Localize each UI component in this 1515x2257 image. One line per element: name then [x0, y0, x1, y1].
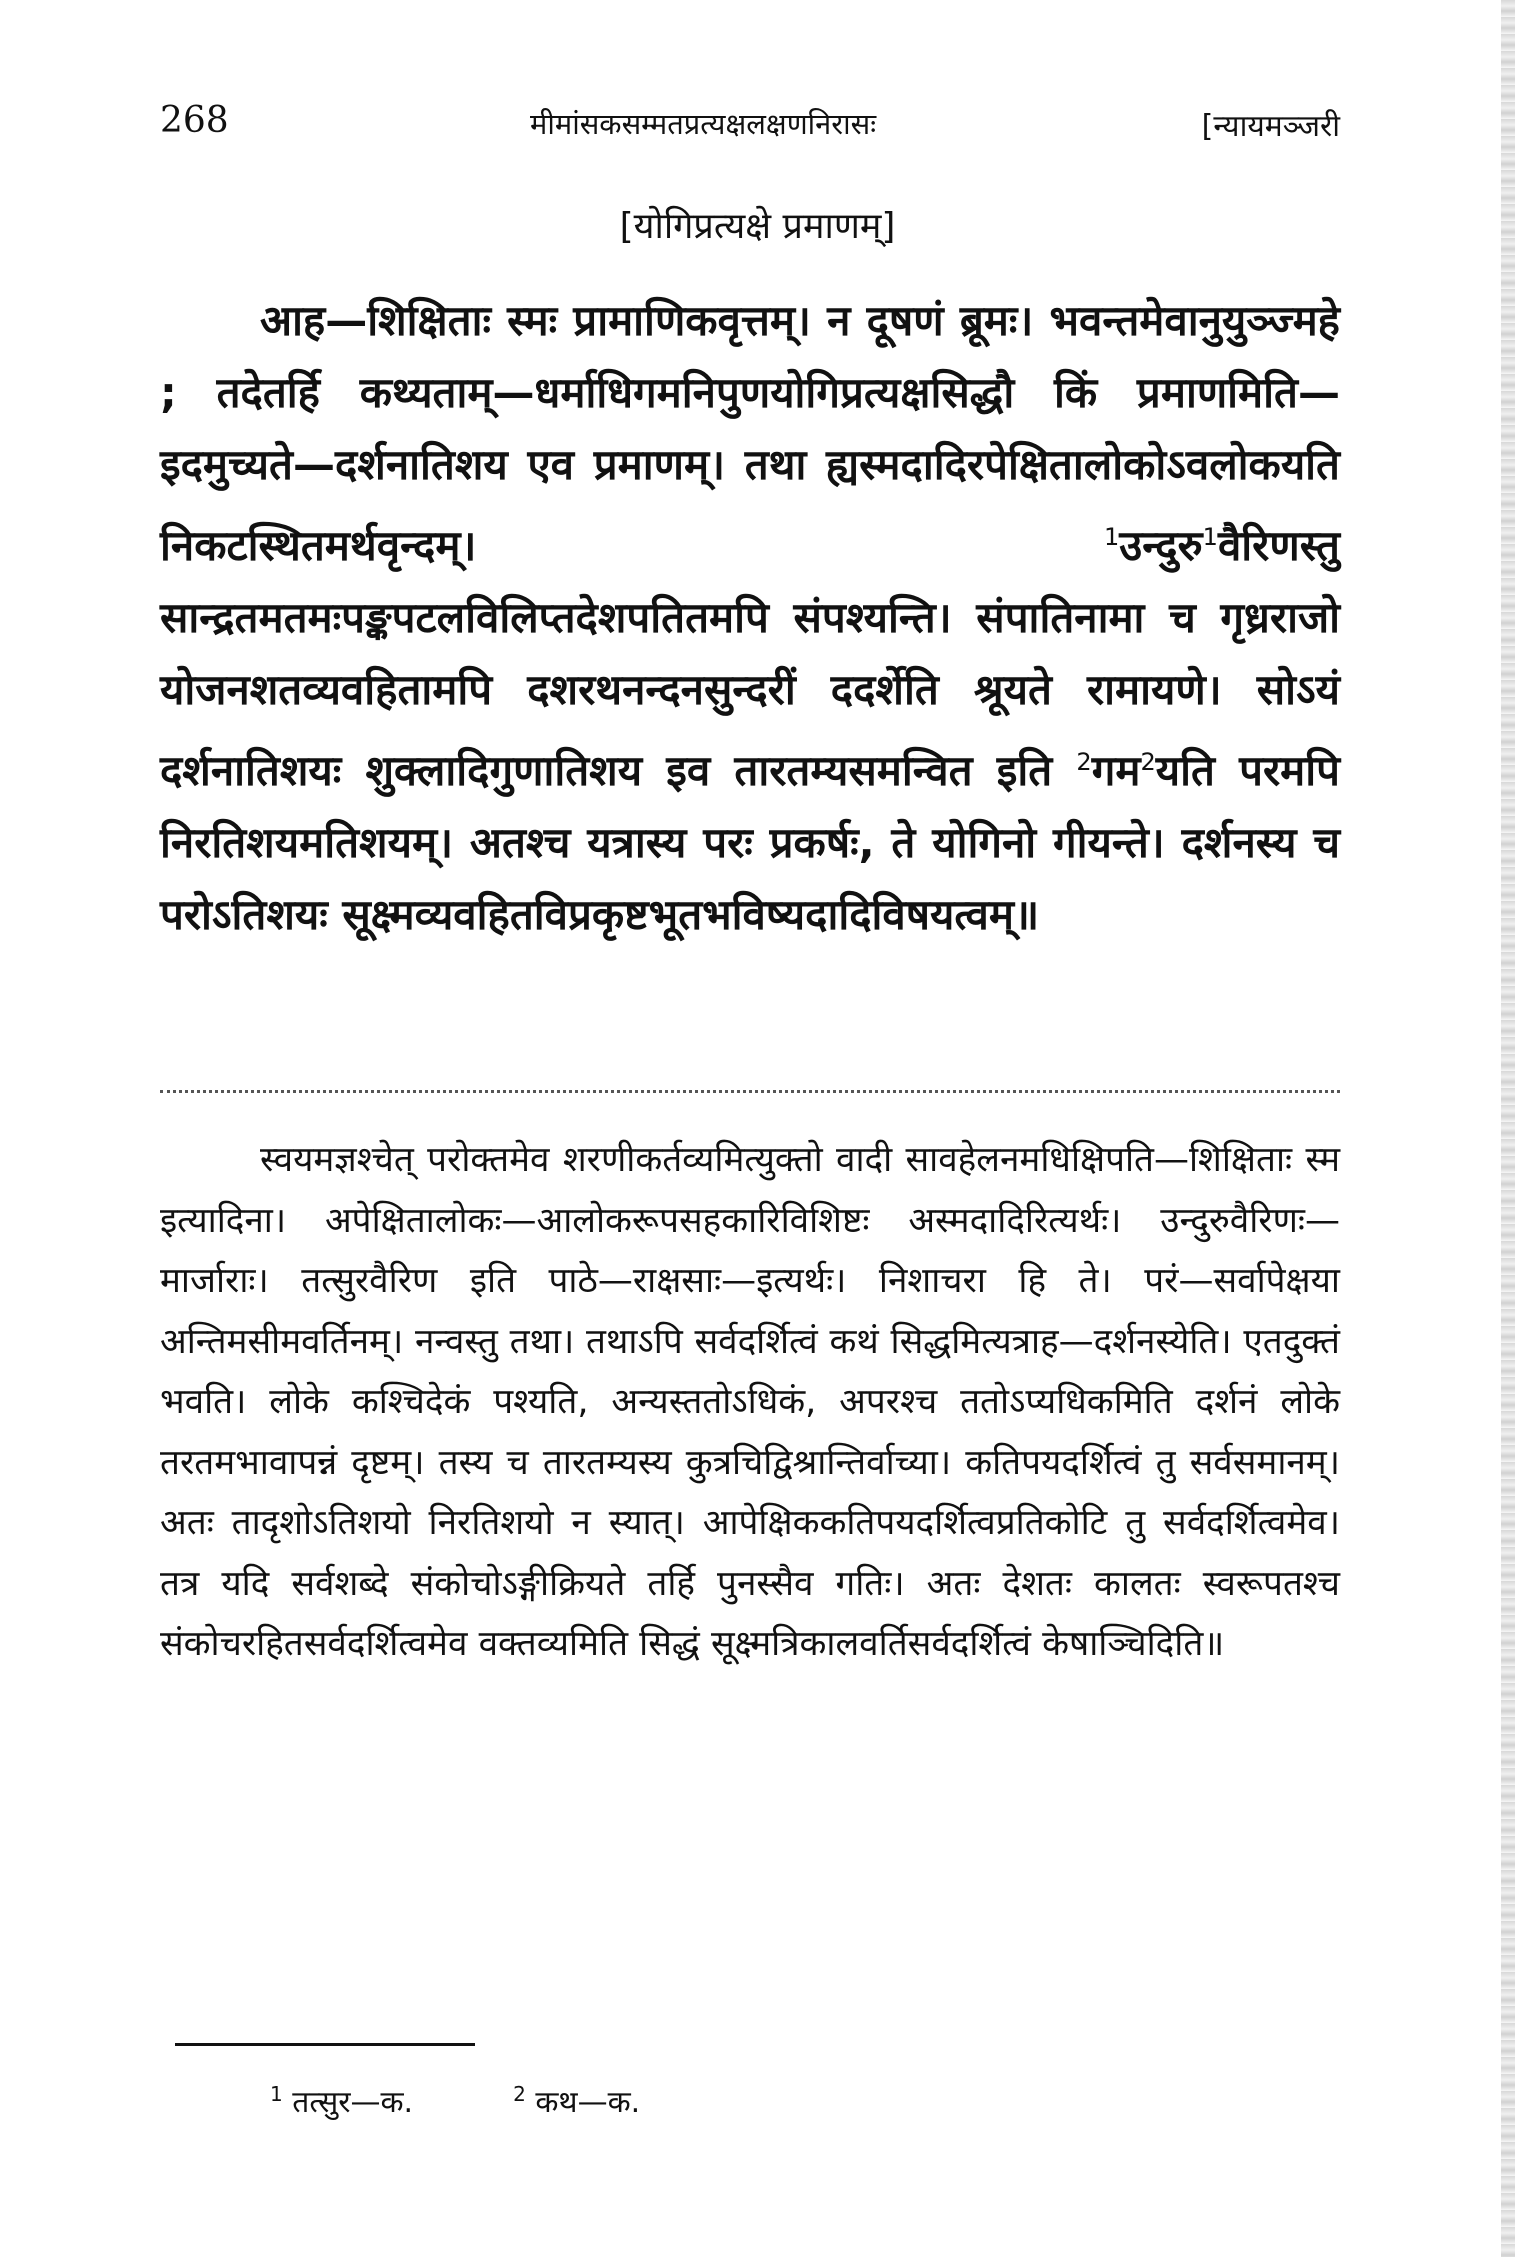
footnote-marker-1-start: 1 — [1103, 523, 1120, 551]
main-text — [160, 285, 1340, 951]
page-header — [160, 100, 1340, 160]
footnote-1-number: 1 — [270, 2082, 283, 2106]
footnote-marker-2-start: 2 — [1076, 748, 1092, 776]
section-title: [योगिप्रत्यक्षे प्रमाणम्] — [619, 206, 896, 247]
main-text-part-3: वैरिणस्तु सान्द्रतमतमःपङ्कपटलविलिप्तदेशपतितमपि संपश्यन्ति। संपातिनामा च गृध्रराजो योजनशतव्यवहितामपि दशरथनन्दनसुन्दरीं ददर्शेति श्रूयते रामायणे। सोऽयं दर्शनातिशयः शुक्लादिगुणातिशय इव तारतम्यसमन्वित इति — [160, 521, 1340, 795]
footnote-marker-2-end: 2 — [1140, 748, 1156, 776]
commentary-text: स्वयमज्ञश्चेत् परोक्तमेव शरणीकर्तव्यमित्युक्तो वादी सावहेलनमधिक्षिपति—शिक्षिताः स्म इत्यादिना। अपेक्षितालोकः—आलोकरूपसहकारिविशिष्टः अस्मदादिरित्यर्थः। उन्दुरुवैरिणः—मार्जाराः। तत्सुरवैरिण इति पाठे—राक्षसाः—इत्यर्थः। निशाचरा हि ते। परं—सर्वापेक्षया अन्तिमसीमवर्तिनम्। नन्वस्तु तथा। तथाऽपि सर्वदर्शित्वं कथं सिद्धमित्यत्राह—दर्शनस्येति। एतदुक्तं भवति। लोके कश्चिदेकं पश्यति, अन्यस्ततोऽधिकं, अपरश्च ततोऽप्यधिकमिति दर्शनं लोके तरतमभावापन्नं दृष्टम्। तस्य च तारतम्यस्य कुत्रचिद्विश्रान्तिर्वाच्या। कतिपयदर्शित्वं तु सर्वसमानम्। अतः तादृशोऽतिशयो निरतिशयो न स्यात्। आपेक्षिककतिपयदर्शित्वप्रतिकोटि तु सर्वदर्शित्वमेव। तत्र यदि सर्वशब्दे संकोचोऽङ्गीक्रियते तर्हि पुनस्सैव गतिः। अतः देशतः कालतः स्वरूपतश्च संकोचरहितसर्वदर्शित्वमेव वक्तव्यमिति सिद्धं सूक्ष्मत्रिकालवर्तिसर्वदर्शित्वं केषाञ्चिदिति॥ — [160, 1140, 1340, 1664]
footnote-2-text: कथ—क. — [535, 2085, 641, 2120]
main-text-part-5: यति परमपि निरतिशयमतिशयम्। अतश्च यत्रास्य परः प्रकर्षः, ते योगिनो गीयन्ते। दर्शनस्य च परोऽतिशयः सूक्ष्मव्यवहितविप्रकृष्टभूतभविष्यदादिविषयत्वम्॥ — [160, 746, 1340, 939]
footnote-1 — [270, 2080, 413, 2121]
main-text-part-4: गम — [1091, 746, 1141, 795]
running-title: मीमांसकसम्मतप्रत्यक्षलक्षणनिरासः — [530, 107, 877, 141]
footnote-marker-1-end: 1 — [1202, 523, 1218, 551]
footnote-rule — [175, 2043, 475, 2046]
footnote-2-number: 2 — [513, 2082, 526, 2106]
footnotes — [270, 2080, 640, 2121]
page-edge-shadow — [1501, 0, 1515, 2257]
footnote-1-text: तत्सुर—क. — [292, 2085, 414, 2120]
book-title: [न्यायमञ्जरी — [1201, 109, 1340, 144]
main-text-part-2: उन्दुरु — [1119, 521, 1203, 570]
page-number: 268 — [160, 100, 229, 141]
footnote-2 — [513, 2080, 640, 2121]
section-divider — [160, 1090, 1340, 1093]
main-text-part-1: आह—शिक्षिताः स्मः प्रामाणिकवृत्तम्। न दूषणं ब्रूमः। भवन्तमेवानुयुञ्ज्महे ; तदेतर्हि कथ्यताम्—धर्माधिगमनिपुणयोगिप्रत्यक्षसिद्धौ किं प्रमाणमिति—इदमुच्यते—दर्शनातिशय एव प्रमाणम्। तथा ह्यस्मदादिरपेक्षितालोकोऽवलोकयति निकटस्थितमर्थवृन्दम्। — [160, 296, 1340, 570]
